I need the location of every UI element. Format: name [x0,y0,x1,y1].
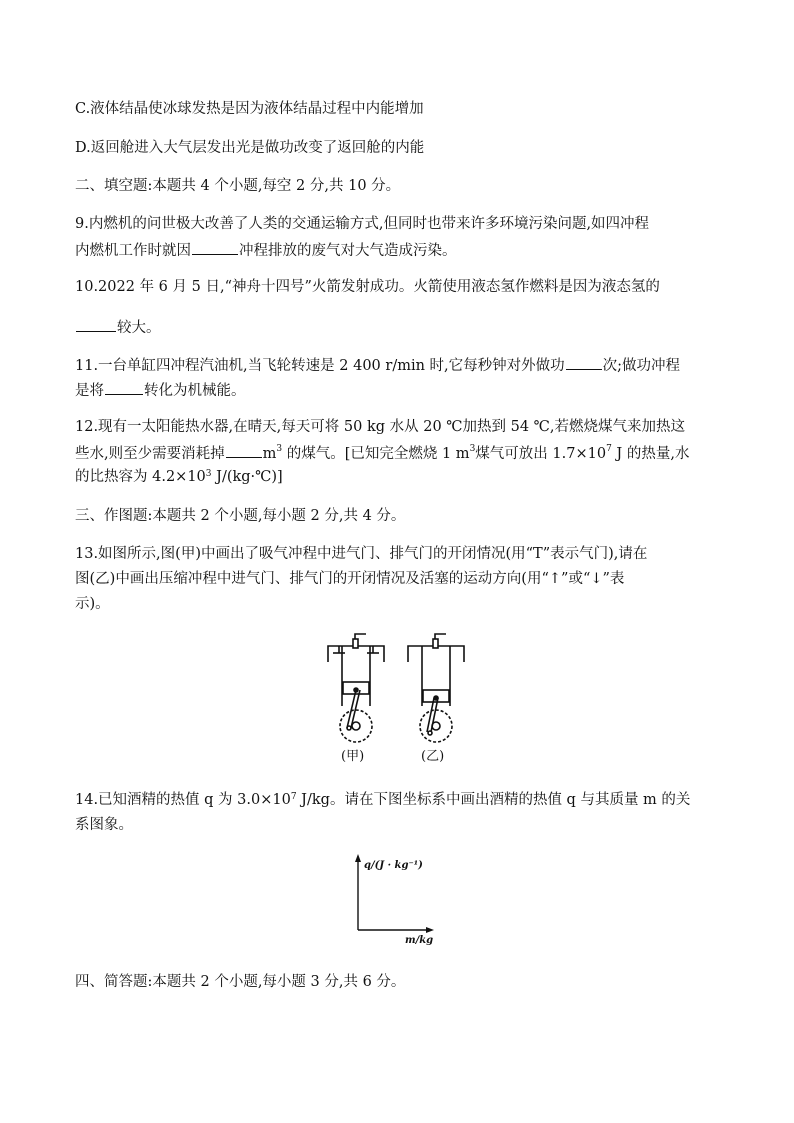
q11-line2 [75,379,246,401]
q12-text-c: 的煤气。[已知完全燃烧 1 m [282,446,470,462]
q14-text-a: 14.已知酒精的热值 q 为 3.0×10 [75,792,291,808]
q11-text-a: 11.一台单缸四冲程汽油机,当飞轮转速是 2 400 r/min 时,它每秒钟对外做功 [75,358,565,374]
q11-text-b: 次;做功冲程 [602,358,681,374]
q11-answer-blank-1[interactable] [566,354,602,370]
q12-text-g: J/(kg·℃)] [211,469,283,485]
q12-line3 [75,467,283,487]
q9-answer-blank[interactable] [192,239,238,255]
q14-text-b: J/kg。请在下图坐标系中画出酒精的热值 q 与其质量 m 的关 [296,792,691,808]
q12-sup: 7 [606,444,612,454]
q12-answer-blank[interactable] [226,442,262,458]
section-4-heading: 四、简答题:本题共 2 个小题,每小题 3 分,共 6 分。 [75,974,406,990]
q12-text-d: 煤气可放出 1.7×10 [475,446,607,462]
q12-text-e: J 的热量,水 [611,446,690,462]
y-axis-arrow-icon [355,854,361,862]
option-d: D.返回舱进入大气层发出光是做功改变了返回舱的内能 [75,140,425,156]
q14-line1 [75,790,690,810]
q12-sup: 3 [205,469,212,479]
q12-sup: 3 [276,444,283,454]
q11-answer-blank-2[interactable] [105,379,143,395]
label-jia: (甲) [341,749,365,764]
q12-text-f: 的比热容为 4.2×10 [75,469,206,485]
q12-line2 [75,442,689,464]
q12-line1: 12.现有一太阳能热水器,在晴天,每天可将 50 kg 水从 20 ℃加热到 54 ℃,若燃烧煤气来加热这 [75,419,686,435]
q10-line1: 10.2022 年 6 月 5 日,“神舟十四号”火箭发射成功。火箭使用液态氢作燃料是因为液态氢的 [75,279,660,295]
x-axis-label: m/kg [405,935,434,946]
q10-line2 [75,316,161,338]
q9-line1: 9.内燃机的问世极大改善了人类的交通运输方式,但同时也带来许多环境污染问题,如四冲程 [75,216,650,232]
q9-text-a: 内燃机工作时就因 [75,243,191,259]
y-axis-label: q/(J · kg⁻¹) [364,860,423,871]
q9-text-b: 冲程排放的废气对大气造成污染。 [239,243,457,259]
q14-line2: 系图象。 [75,817,133,833]
q13-line2: 图(乙)中画出压缩冲程中进气门、排气门的开闭情况及活塞的运动方向(用“↑”或“↓”表 [75,571,625,587]
q11-text-d: 转化为机械能。 [144,383,246,399]
q9-line2 [75,239,457,261]
q11-text-c: 是将 [75,383,104,399]
cylinder-yi [408,634,464,742]
q13-line1: 13.如图所示,图(甲)中画出了吸气冲程中进气门、排气门的开闭情况(用“T”表示气门),请在 [75,546,648,562]
label-yi: (乙) [421,749,445,764]
q11-line1 [75,354,680,376]
section-2-heading: 二、填空题:本题共 4 个小题,每空 2 分,共 10 分。 [75,178,401,194]
q14-sup: 7 [290,792,297,802]
q13-line3: 示)。 [75,596,110,612]
q12-unit-m: m [262,446,277,462]
q10-text-b: 较大。 [117,320,161,336]
option-c: C.液体结晶使冰球发热是因为液体结晶过程中内能增加 [75,101,424,117]
section-3-heading: 三、作图题:本题共 2 个小题,每小题 2 分,共 4 分。 [75,508,406,524]
q10-answer-blank[interactable] [76,316,116,332]
q12-sup: 3 [469,444,476,454]
q12-text-a: 些水,则至少需要消耗掉 [75,446,225,462]
cylinder-jia [328,634,384,742]
